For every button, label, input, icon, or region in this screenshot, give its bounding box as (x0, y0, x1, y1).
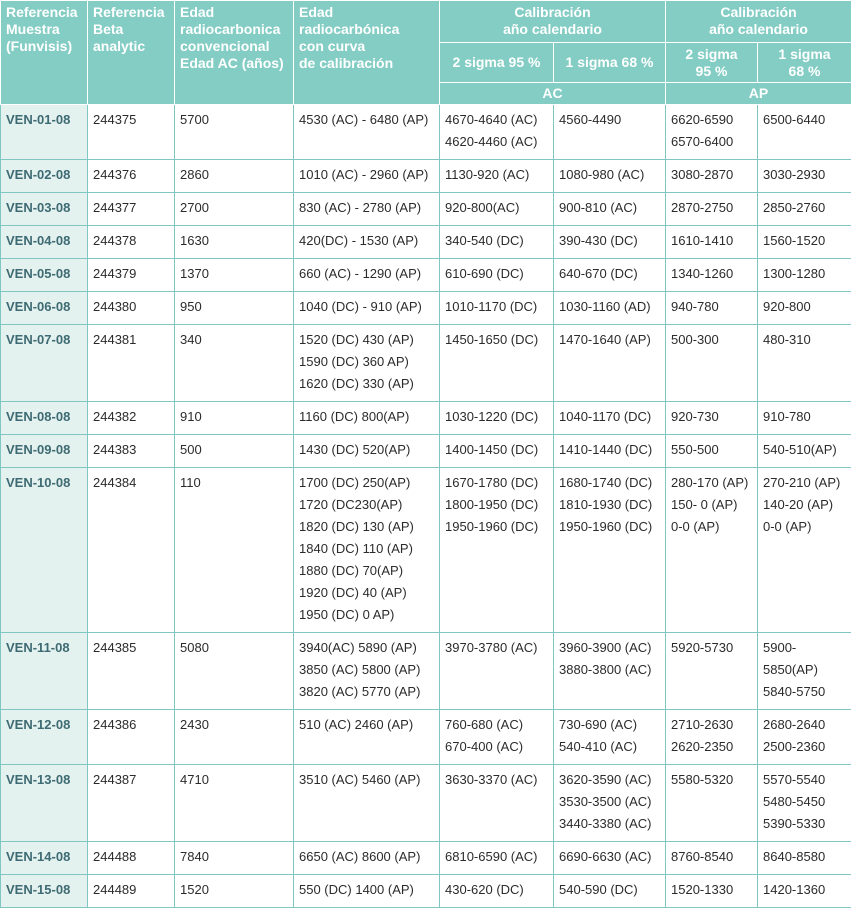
cell-line: 500-300 (671, 332, 719, 347)
cell-2sigma-ac (440, 226, 554, 259)
cell-line: 4530 (AC) - 6480 (AP) (299, 112, 429, 127)
cell-1sigma-ap (758, 765, 851, 842)
cell-edad-convencional: 950 (175, 292, 294, 325)
header-line: 68 % (788, 62, 821, 79)
cell-2sigma-ap (666, 765, 758, 842)
header-line: Edad AC (años) (180, 55, 284, 71)
cell-line: 5570-5540 (763, 772, 826, 787)
cell-1sigma-ac (554, 160, 666, 193)
cell-line: 2620-2350 (671, 739, 734, 754)
cell-ref-beta: 244380 (88, 292, 175, 325)
cell-2sigma-ap (666, 193, 758, 226)
cell-line: 550 (DC) 1400 (AP) (299, 882, 414, 897)
cell-edad-curva (294, 710, 440, 765)
cell-edad-convencional: 500 (175, 435, 294, 468)
cell-line: 1840 (DC) 110 (AP) (299, 541, 413, 556)
cell-ref-muestra: VEN-08-08 (1, 402, 88, 435)
cell-line: 1410-1440 (DC) (559, 442, 653, 457)
header-edad-convencional (175, 1, 294, 105)
cell-line: 3850 (AC) 5800 (AP) (299, 662, 421, 677)
cell-ref-muestra: VEN-02-08 (1, 160, 88, 193)
cell-line: 390-430 (DC) (559, 233, 638, 248)
cell-1sigma-ac (554, 765, 666, 842)
cell-line: 2500-2360 (763, 739, 826, 754)
cell-line: 1700 (DC) 250(AP) (299, 475, 411, 490)
cell-2sigma-ac (440, 710, 554, 765)
header-ap-group: AP (666, 83, 851, 105)
table-row (1, 765, 851, 842)
header-line: Beta (93, 21, 124, 37)
cell-1sigma-ap (758, 633, 851, 710)
cell-line: 1010 (AC) - 2960 (AP) (299, 167, 429, 182)
cell-2sigma-ac (440, 633, 554, 710)
table-header (1, 1, 851, 105)
cell-line: 1670-1780 (DC) (445, 475, 539, 490)
cell-1sigma-ac (554, 105, 666, 160)
cell-edad-curva (294, 193, 440, 226)
cell-line: 6620-6590 (671, 112, 734, 127)
cell-line: 8640-8580 (763, 849, 826, 864)
cell-line: 1080-980 (AC) (559, 167, 645, 182)
table-row (1, 160, 851, 193)
header-line: analytic (93, 38, 146, 54)
cell-ref-muestra: VEN-05-08 (1, 259, 88, 292)
cell-2sigma-ap (666, 226, 758, 259)
cell-line: 900-810 (AC) (559, 200, 638, 215)
table-row (1, 193, 851, 226)
cell-ref-muestra: VEN-13-08 (1, 765, 88, 842)
cell-1sigma-ap (758, 105, 851, 160)
cell-edad-convencional: 4710 (175, 765, 294, 842)
cell-2sigma-ac (440, 435, 554, 468)
cell-line: 5390-5330 (763, 816, 826, 831)
cell-line: 910-780 (763, 409, 811, 424)
header-line: 2 sigma (685, 45, 738, 62)
cell-line: 340-540 (DC) (445, 233, 524, 248)
cell-line: 1560-1520 (763, 233, 826, 248)
cell-line: 3030-2930 (763, 167, 826, 182)
header-line: Edad (299, 4, 334, 20)
header-ref-beta (88, 1, 175, 105)
cell-line: 6650 (AC) 8600 (AP) (299, 849, 421, 864)
cell-line: 3530-3500 (AC) (559, 794, 652, 809)
cell-line: 1030-1160 (AD) (559, 299, 651, 314)
cell-line: 480-310 (763, 332, 811, 347)
cell-line: 3620-3590 (AC) (559, 772, 652, 787)
cell-line: 6500-6440 (763, 112, 826, 127)
cell-line: 4560-4490 (559, 112, 622, 127)
cell-line: 1450-1650 (DC) (445, 332, 539, 347)
table-row (1, 259, 851, 292)
cell-2sigma-ap (666, 259, 758, 292)
cell-line: 940-780 (671, 299, 719, 314)
cell-2sigma-ac (440, 765, 554, 842)
cell-line: 1040-1170 (DC) (559, 409, 652, 424)
cell-2sigma-ac (440, 105, 554, 160)
cell-ref-beta: 244387 (88, 765, 175, 842)
cell-2sigma-ap (666, 468, 758, 633)
cell-2sigma-ac (440, 292, 554, 325)
cell-line: 610-690 (DC) (445, 266, 524, 281)
cell-line: 670-400 (AC) (445, 739, 524, 754)
cell-line: 150- 0 (AP) (671, 497, 738, 512)
cell-1sigma-ap (758, 875, 851, 908)
cell-line: 3820 (AC) 5770 (AP) (299, 684, 421, 699)
cell-line: 420(DC) - 1530 (AP) (299, 233, 419, 248)
cell-line: 1810-1930 (DC) (559, 497, 653, 512)
cell-line: 1800-1950 (DC) (445, 497, 539, 512)
cell-ref-beta: 244386 (88, 710, 175, 765)
cell-line: 5580-5320 (671, 772, 734, 787)
cell-1sigma-ac (554, 435, 666, 468)
cell-line: 1820 (DC) 130 (AP) (299, 519, 414, 534)
cell-line: 1950-1960 (DC) (559, 519, 653, 534)
cell-1sigma-ap (758, 435, 851, 468)
cell-line: 8760-8540 (671, 849, 734, 864)
cell-edad-convencional: 2430 (175, 710, 294, 765)
cell-1sigma-ac (554, 259, 666, 292)
cell-edad-convencional: 2700 (175, 193, 294, 226)
header-line: año calendario (503, 21, 602, 37)
cell-line: 1950-1960 (DC) (445, 519, 539, 534)
cell-1sigma-ap (758, 259, 851, 292)
cell-ref-muestra: VEN-06-08 (1, 292, 88, 325)
cell-line: 5900- (763, 640, 797, 655)
cell-line: 1610-1410 (671, 233, 734, 248)
cell-line: 540-510(AP) (763, 442, 837, 457)
cell-edad-convencional: 7840 (175, 842, 294, 875)
header-2sigma-ap (666, 43, 758, 83)
header-edad-curva (294, 1, 440, 105)
cell-edad-curva (294, 842, 440, 875)
cell-ref-beta: 244488 (88, 842, 175, 875)
cell-edad-convencional: 1370 (175, 259, 294, 292)
cell-ref-muestra: VEN-11-08 (1, 633, 88, 710)
cell-edad-convencional: 5080 (175, 633, 294, 710)
cell-line: 920-800 (763, 299, 811, 314)
cell-edad-curva (294, 292, 440, 325)
table-row (1, 435, 851, 468)
cell-line: 1950 (DC) 0 AP) (299, 607, 395, 622)
header-2sigma-ac: 2 sigma 95 % (440, 43, 554, 83)
cell-line: 4670-4640 (AC) (445, 112, 538, 127)
cell-ref-beta: 244383 (88, 435, 175, 468)
cell-1sigma-ap (758, 402, 851, 435)
table-row (1, 633, 851, 710)
cell-line: 6690-6630 (AC) (559, 849, 652, 864)
header-line: Calibración (514, 4, 591, 20)
cell-2sigma-ac (440, 259, 554, 292)
cell-1sigma-ap (758, 160, 851, 193)
cell-edad-curva (294, 402, 440, 435)
header-line: Calibración (720, 4, 797, 20)
table-row (1, 402, 851, 435)
cell-ref-muestra: VEN-15-08 (1, 875, 88, 908)
cell-1sigma-ap (758, 710, 851, 765)
cell-ref-muestra: VEN-12-08 (1, 710, 88, 765)
header-line: convencional (180, 38, 270, 54)
header-ref-muestra (1, 1, 88, 105)
header-line: radiocarbónica (299, 21, 400, 37)
cell-line: 280-170 (AP) (671, 475, 749, 490)
cell-1sigma-ap (758, 193, 851, 226)
cell-line: 1160 (DC) 800(AP) (299, 409, 410, 424)
cell-line: 540-590 (DC) (559, 882, 638, 897)
cell-edad-curva (294, 435, 440, 468)
table-row (1, 226, 851, 259)
cell-1sigma-ap (758, 226, 851, 259)
cell-line: 0-0 (AP) (671, 519, 720, 534)
cell-2sigma-ac (440, 193, 554, 226)
header-line: Edad (180, 4, 215, 20)
cell-line: 830 (AC) - 2780 (AP) (299, 200, 422, 215)
cell-ref-beta: 244384 (88, 468, 175, 633)
cell-line: 1400-1450 (DC) (445, 442, 539, 457)
cell-line: 1520 (DC) 430 (AP) (299, 332, 414, 347)
table-row (1, 875, 851, 908)
cell-line: 3440-3380 (AC) (559, 816, 652, 831)
cell-line: 540-410 (AC) (559, 739, 638, 754)
cell-2sigma-ap (666, 105, 758, 160)
table-body (1, 105, 851, 908)
cell-ref-muestra: VEN-14-08 (1, 842, 88, 875)
header-line: (Funvisis) (6, 38, 73, 54)
cell-edad-curva (294, 259, 440, 292)
cell-2sigma-ap (666, 435, 758, 468)
header-line: Referencia (6, 4, 78, 20)
cell-1sigma-ap (758, 842, 851, 875)
cell-line: 3630-3370 (AC) (445, 772, 538, 787)
cell-2sigma-ac (440, 468, 554, 633)
cell-2sigma-ap (666, 292, 758, 325)
cell-2sigma-ac (440, 325, 554, 402)
cell-line: 5480-5450 (763, 794, 826, 809)
cell-ref-beta: 244378 (88, 226, 175, 259)
table-row (1, 292, 851, 325)
cell-line: 6570-6400 (671, 134, 734, 149)
cell-line: 2710-2630 (671, 717, 734, 732)
cell-edad-curva (294, 468, 440, 633)
cell-2sigma-ac (440, 875, 554, 908)
cell-1sigma-ac (554, 468, 666, 633)
cell-2sigma-ap (666, 710, 758, 765)
cell-ref-beta: 244382 (88, 402, 175, 435)
header-calibracion-ap (666, 1, 851, 43)
cell-line: 1880 (DC) 70(AP) (299, 563, 404, 578)
cell-line: 140-20 (AP) (763, 497, 834, 512)
cell-line: 5840-5750 (763, 684, 826, 699)
cell-ref-beta: 244379 (88, 259, 175, 292)
header-line: radiocarbonica (180, 21, 281, 37)
cell-1sigma-ap (758, 292, 851, 325)
cell-1sigma-ap (758, 325, 851, 402)
cell-line: 5920-5730 (671, 640, 734, 655)
cell-ref-muestra: VEN-01-08 (1, 105, 88, 160)
cell-1sigma-ac (554, 710, 666, 765)
cell-edad-curva (294, 226, 440, 259)
cell-line: 660 (AC) - 1290 (AP) (299, 266, 422, 281)
header-1sigma-ac: 1 sigma 68 % (554, 43, 666, 83)
cell-line: 1010-1170 (DC) (445, 299, 538, 314)
cell-line: 270-210 (AP) (763, 475, 841, 490)
cell-edad-curva (294, 765, 440, 842)
cell-1sigma-ac (554, 633, 666, 710)
cell-2sigma-ap (666, 325, 758, 402)
cell-2sigma-ac (440, 402, 554, 435)
cell-edad-curva (294, 105, 440, 160)
cell-line: 1920 (DC) 40 (AP) (299, 585, 407, 600)
cell-2sigma-ap (666, 402, 758, 435)
cell-1sigma-ac (554, 325, 666, 402)
cell-line: 2850-2760 (763, 200, 826, 215)
cell-ref-muestra: VEN-04-08 (1, 226, 88, 259)
cell-edad-convencional: 1520 (175, 875, 294, 908)
cell-line: 3940(AC) 5890 (AP) (299, 640, 417, 655)
cell-ref-beta: 244376 (88, 160, 175, 193)
header-line: año calendario (709, 21, 808, 37)
cell-line: 1040 (DC) - 910 (AP) (299, 299, 422, 314)
cell-line: 2870-2750 (671, 200, 734, 215)
cell-line: 640-670 (DC) (559, 266, 638, 281)
cell-1sigma-ap (758, 468, 851, 633)
cell-edad-curva (294, 160, 440, 193)
cell-2sigma-ap (666, 160, 758, 193)
cell-line: 3510 (AC) 5460 (AP) (299, 772, 421, 787)
cell-1sigma-ac (554, 226, 666, 259)
cell-2sigma-ap (666, 875, 758, 908)
cell-line: 4620-4460 (AC) (445, 134, 538, 149)
cell-line: 5850(AP) (763, 662, 818, 677)
cell-ref-beta: 244377 (88, 193, 175, 226)
cell-edad-convencional: 2860 (175, 160, 294, 193)
cell-line: 1420-1360 (763, 882, 826, 897)
cell-line: 1590 (DC) 360 AP) (299, 354, 409, 369)
cell-ref-beta: 244375 (88, 105, 175, 160)
cell-line: 1620 (DC) 330 (AP) (299, 376, 414, 391)
cell-edad-convencional: 110 (175, 468, 294, 633)
header-line: de calibración (299, 55, 394, 71)
cell-edad-convencional: 5700 (175, 105, 294, 160)
cell-2sigma-ap (666, 633, 758, 710)
header-line: con curva (299, 38, 366, 54)
table-row (1, 468, 851, 633)
cell-line: 6810-6590 (AC) (445, 849, 538, 864)
cell-line: 1720 (DC230(AP) (299, 497, 403, 512)
cell-line: 920-800(AC) (445, 200, 520, 215)
cell-line: 3970-3780 (AC) (445, 640, 538, 655)
table-row (1, 710, 851, 765)
header-line: 1 sigma (778, 45, 831, 62)
cell-line: 1470-1640 (AP) (559, 332, 651, 347)
cell-edad-curva (294, 633, 440, 710)
cell-line: 1300-1280 (763, 266, 826, 281)
cell-ref-muestra: VEN-09-08 (1, 435, 88, 468)
cell-line: 730-690 (AC) (559, 717, 638, 732)
table-row (1, 105, 851, 160)
cell-ref-beta: 244489 (88, 875, 175, 908)
cell-line: 0-0 (AP) (763, 519, 812, 534)
cell-ref-muestra: VEN-07-08 (1, 325, 88, 402)
cell-line: 510 (AC) 2460 (AP) (299, 717, 414, 732)
header-line: Referencia (93, 4, 165, 20)
cell-line: 2680-2640 (763, 717, 826, 732)
header-ac-group: AC (440, 83, 666, 105)
cell-line: 1680-1740 (DC) (559, 475, 653, 490)
header-line: Muestra (6, 21, 60, 37)
cell-line: 3880-3800 (AC) (559, 662, 652, 677)
cell-edad-convencional: 910 (175, 402, 294, 435)
cell-edad-convencional: 340 (175, 325, 294, 402)
cell-edad-curva (294, 325, 440, 402)
cell-line: 3960-3900 (AC) (559, 640, 652, 655)
cell-line: 1030-1220 (DC) (445, 409, 539, 424)
cell-2sigma-ac (440, 160, 554, 193)
cell-ref-muestra: VEN-10-08 (1, 468, 88, 633)
cell-line: 1130-920 (AC) (445, 167, 530, 182)
header-line: 95 % (695, 62, 728, 79)
cell-line: 760-680 (AC) (445, 717, 524, 732)
cell-line: 920-730 (671, 409, 719, 424)
cell-edad-curva (294, 875, 440, 908)
cell-ref-beta: 244385 (88, 633, 175, 710)
cell-1sigma-ac (554, 842, 666, 875)
cell-1sigma-ac (554, 193, 666, 226)
cell-2sigma-ac (440, 842, 554, 875)
cell-line: 3080-2870 (671, 167, 734, 182)
cell-1sigma-ac (554, 292, 666, 325)
header-1sigma-ap (758, 43, 851, 83)
cell-line: 1340-1260 (671, 266, 734, 281)
cell-1sigma-ac (554, 875, 666, 908)
cell-line: 1520-1330 (671, 882, 734, 897)
cell-2sigma-ap (666, 842, 758, 875)
cell-1sigma-ac (554, 402, 666, 435)
table-row (1, 842, 851, 875)
cell-line: 1430 (DC) 520(AP) (299, 442, 411, 457)
header-calibracion-ac (440, 1, 666, 43)
cell-line: 430-620 (DC) (445, 882, 524, 897)
cell-ref-beta: 244381 (88, 325, 175, 402)
table-row (1, 325, 851, 402)
cell-ref-muestra: VEN-03-08 (1, 193, 88, 226)
cell-edad-convencional: 1630 (175, 226, 294, 259)
cell-line: 550-500 (671, 442, 719, 457)
